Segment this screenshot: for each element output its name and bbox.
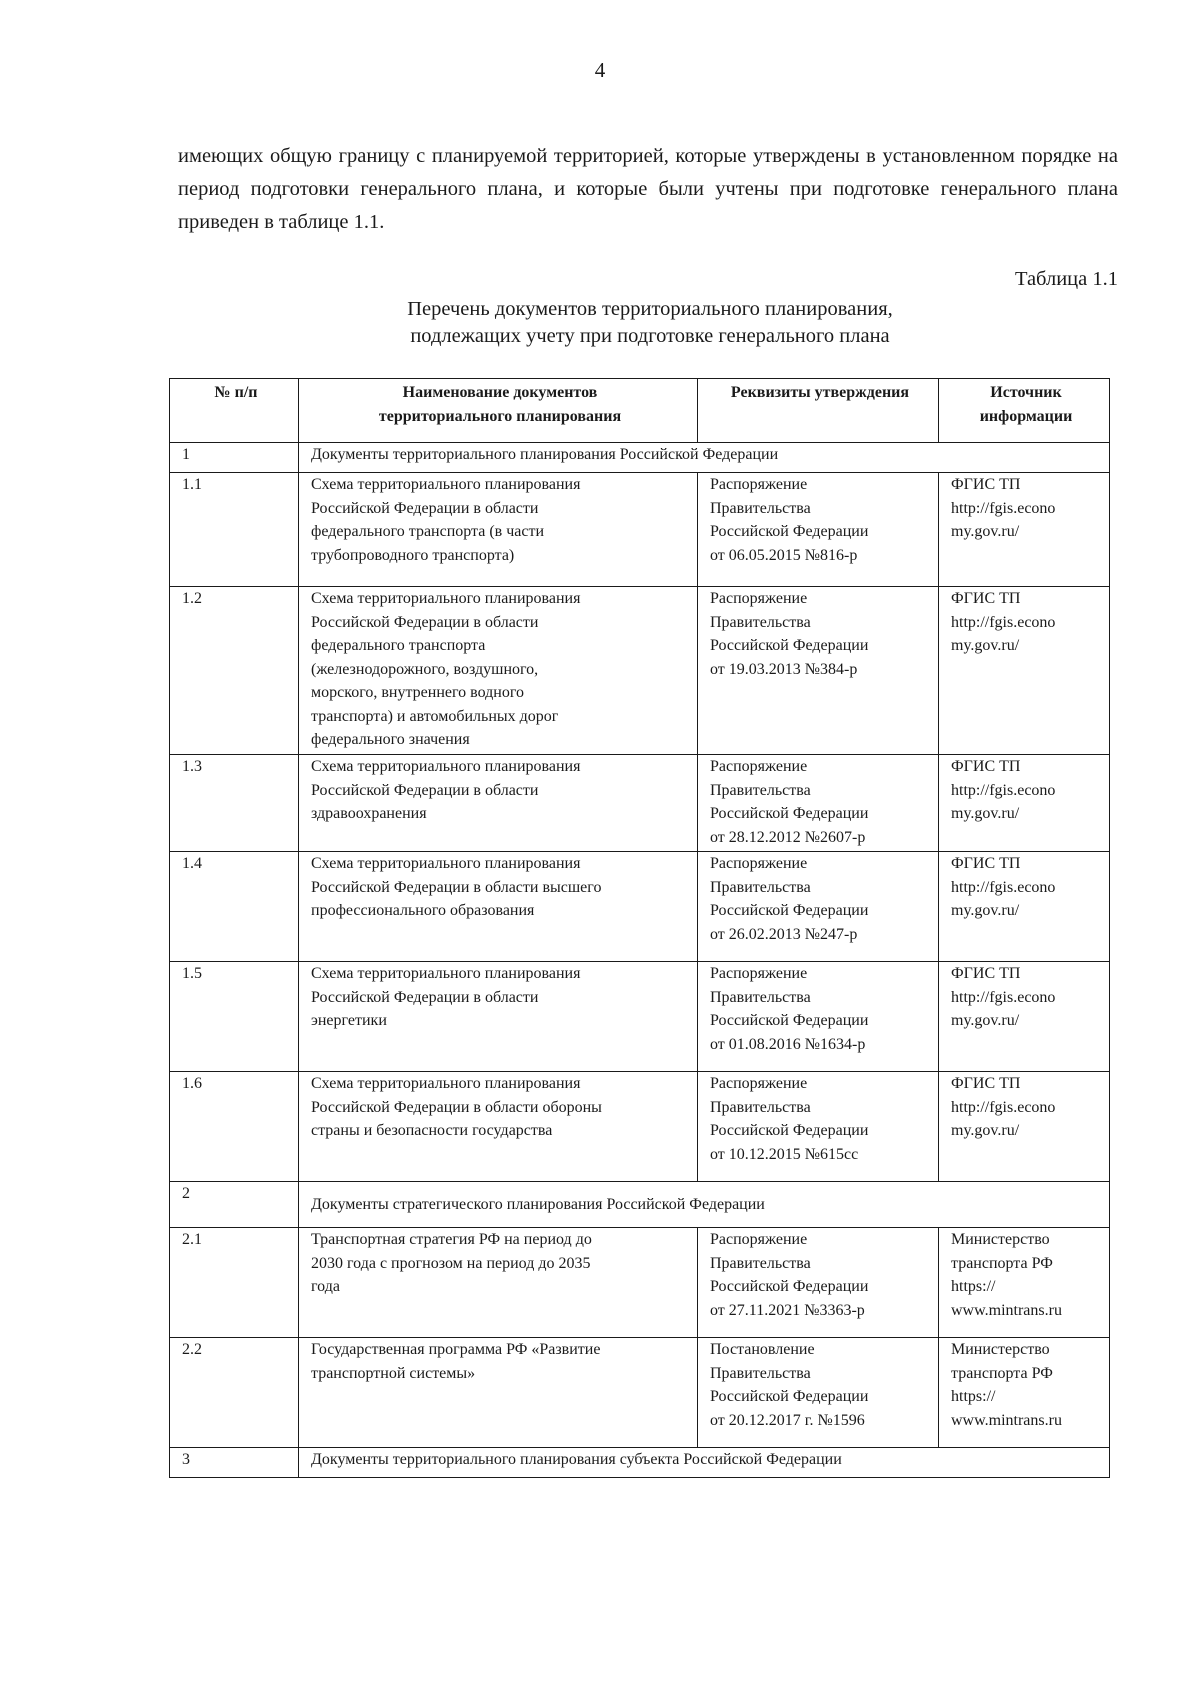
table-row: [170, 1338, 1110, 1448]
section-num: 2: [170, 1182, 299, 1228]
row-requisites: Постановление Правительства Российской Федерации от 20.12.2017 г. №1596: [698, 1338, 939, 1448]
row-source: ФГИС ТП http://fgis.econo my.gov.ru/: [939, 852, 1110, 962]
table-row: [170, 1228, 1110, 1338]
row-name: Схема территориального планирования Российской Федерации в области федерального транспорта (в части трубопроводного транспорта): [299, 473, 698, 587]
section-num: 3: [170, 1448, 299, 1478]
row-source: ФГИС ТП http://fgis.econo my.gov.ru/: [939, 587, 1110, 755]
row-source: ФГИС ТП http://fgis.econo my.gov.ru/: [939, 1072, 1110, 1182]
row-source: ФГИС ТП http://fgis.econo my.gov.ru/: [939, 755, 1110, 852]
row-num: 1.4: [170, 852, 299, 962]
row-name: Схема территориального планирования Российской Федерации в области здравоохранения: [299, 755, 698, 852]
row-name: Транспортная стратегия РФ на период до 2030 года с прогнозом на период до 2035 года: [299, 1228, 698, 1338]
table-label: Таблица 1.1: [1014, 268, 1118, 290]
section-num: 1: [170, 443, 299, 473]
table-title-line-2: подлежащих учету при подготовке генерального плана: [410, 325, 890, 347]
table-row: [170, 587, 1110, 755]
header-requisites: Реквизиты утверждения: [698, 379, 939, 443]
table-header-row: [170, 379, 1110, 443]
row-name: Схема территориального планирования Российской Федерации в области обороны страны и безопасности государства: [299, 1072, 698, 1182]
row-num: 1.3: [170, 755, 299, 852]
section-row: [170, 1448, 1110, 1478]
header-num: № п/п: [170, 379, 299, 443]
table-row: [170, 962, 1110, 1072]
row-requisites: Распоряжение Правительства Российской Федерации от 27.11.2021 №3363-р: [698, 1228, 939, 1338]
row-num: 1.5: [170, 962, 299, 1072]
section-row: [170, 1182, 1110, 1228]
row-num: 1.6: [170, 1072, 299, 1182]
row-num: 2.1: [170, 1228, 299, 1338]
table-row: [170, 852, 1110, 962]
row-requisites: Распоряжение Правительства Российской Федерации от 19.03.2013 №384-р: [698, 587, 939, 755]
documents-table: [169, 378, 1110, 1478]
table-title-line-1: Перечень документов территориального планирования,: [407, 298, 893, 320]
header-name: Наименование документов территориального планирования: [299, 379, 698, 443]
section-row: [170, 443, 1110, 473]
table-row: [170, 1072, 1110, 1182]
row-name: Схема территориального планирования Российской Федерации в области энергетики: [299, 962, 698, 1072]
row-requisites: Распоряжение Правительства Российской Федерации от 01.08.2016 №1634-р: [698, 962, 939, 1072]
page-number: 4: [594, 58, 606, 82]
intro-paragraph: имеющих общую границу с планируемой территорией, которые утверждены в установленном порядке на период подготовки генерального плана, и которые были учтены при подготовке генерального плана приведен в таблице 1.1.: [178, 145, 1118, 233]
row-requisites: Распоряжение Правительства Российской Федерации от 28.12.2012 №2607-р: [698, 755, 939, 852]
row-num: 1.2: [170, 587, 299, 755]
row-name: Государственная программа РФ «Развитие транспортной системы»: [299, 1338, 698, 1448]
row-source: ФГИС ТП http://fgis.econo my.gov.ru/: [939, 962, 1110, 1072]
row-source: ФГИС ТП http://fgis.econo my.gov.ru/: [939, 473, 1110, 587]
row-requisites: Распоряжение Правительства Российской Федерации от 26.02.2013 №247-р: [698, 852, 939, 962]
table-row: [170, 755, 1110, 852]
section-title: Документы территориального планирования субъекта Российской Федерации: [299, 1448, 1110, 1478]
row-requisites: Распоряжение Правительства Российской Федерации от 06.05.2015 №816-р: [698, 473, 939, 587]
section-title: Документы территориального планирования Российской Федерации: [299, 443, 1110, 473]
row-requisites: Распоряжение Правительства Российской Федерации от 10.12.2015 №615сс: [698, 1072, 939, 1182]
header-source: Источник информации: [939, 379, 1110, 443]
row-name: Схема территориального планирования Российской Федерации в области высшего профессионального образования: [299, 852, 698, 962]
row-num: 1.1: [170, 473, 299, 587]
table-row: [170, 473, 1110, 587]
row-source: Министерство транспорта РФ https:// www.mintrans.ru: [939, 1338, 1110, 1448]
row-name: Схема территориального планирования Российской Федерации в области федерального транспорта (железнодорожного, воздушного, морского, внутреннего водного транспорта) и автомобильных дорог федерального значения: [299, 587, 698, 755]
row-source: Министерство транспорта РФ https:// www.mintrans.ru: [939, 1228, 1110, 1338]
section-title: Документы стратегического планирования Российской Федерации: [299, 1182, 1110, 1228]
table-title: [300, 296, 1000, 350]
row-num: 2.2: [170, 1338, 299, 1448]
